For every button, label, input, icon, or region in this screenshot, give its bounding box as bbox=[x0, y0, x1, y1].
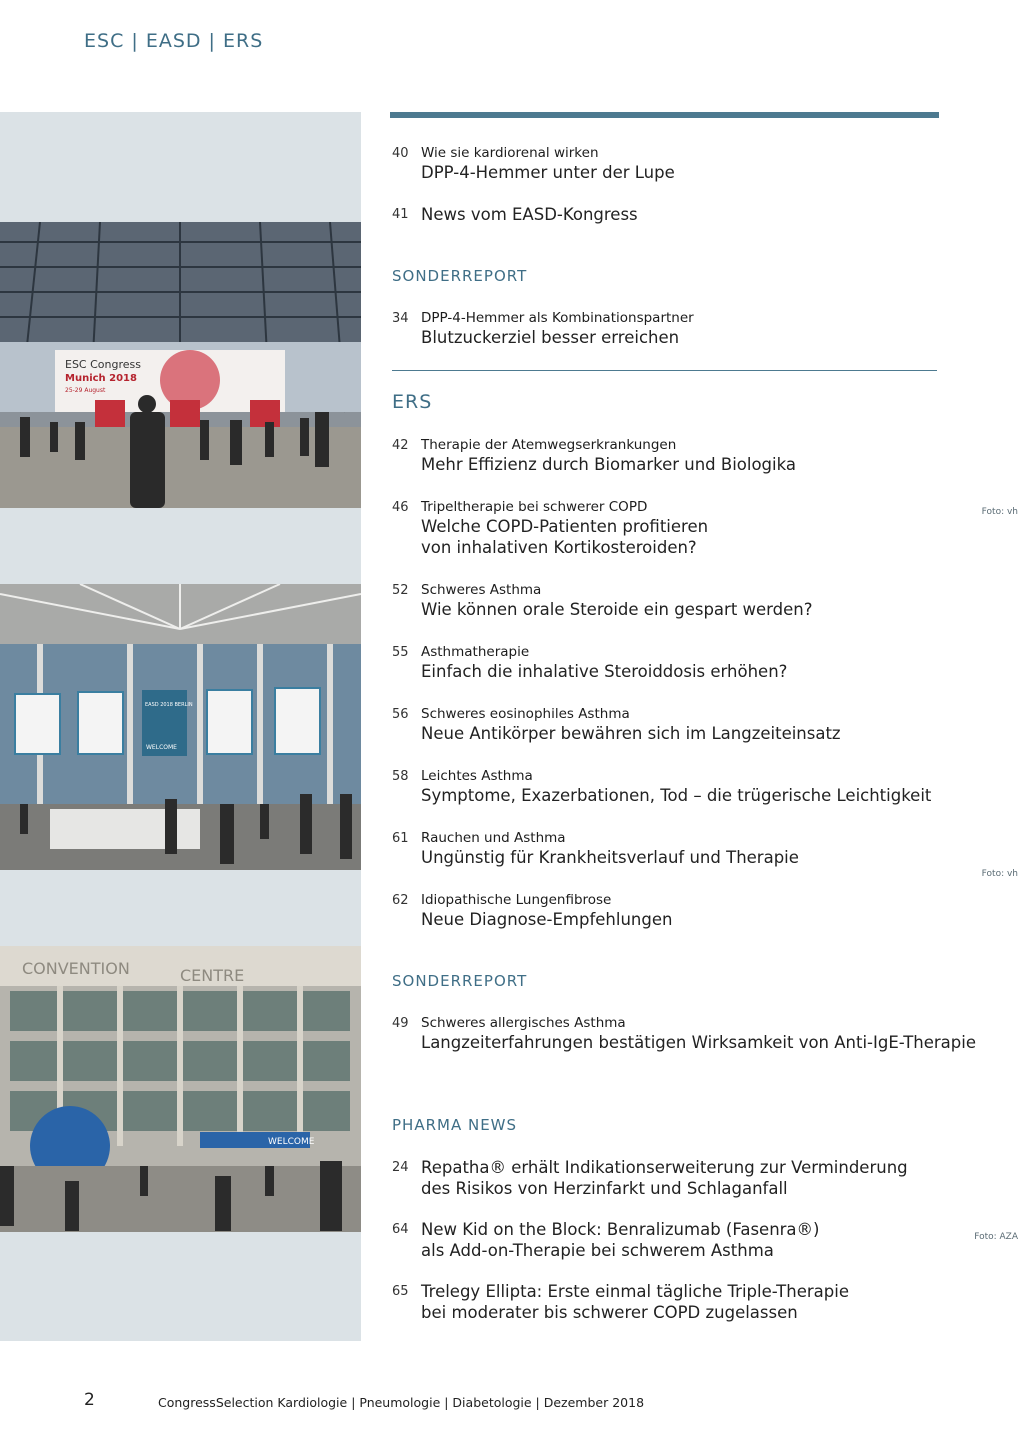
entry-title: Repatha® erhält Indikationserweiterung zur Verminderung bbox=[421, 1158, 908, 1177]
esc-congress-photo bbox=[0, 222, 361, 508]
page-number: 24 bbox=[392, 1160, 409, 1175]
section-heading-pharma-news: PHARMA NEWS bbox=[392, 1116, 518, 1134]
entry-title: Symptome, Exazerbationen, Tod – die trügerische Leichtigkeit bbox=[421, 786, 932, 805]
building-text-right: CENTRE bbox=[180, 966, 245, 985]
welcome-sign: WELCOME bbox=[268, 1137, 315, 1147]
page-number: 61 bbox=[392, 831, 409, 846]
photo-credit: Foto: AZA bbox=[974, 1232, 1018, 1242]
entry-title-line2: als Add-on-Therapie bei schwerem Asthma bbox=[421, 1241, 774, 1260]
entry-title: Ungünstig für Krankheitsverlauf und Therapie bbox=[421, 848, 799, 867]
page-number: 55 bbox=[392, 645, 409, 660]
page-number: 34 bbox=[392, 311, 409, 326]
banner-text: EASD 2018 BERLIN bbox=[145, 702, 193, 708]
section-divider bbox=[392, 370, 937, 371]
entry-title: Welche COPD-Patienten profitieren bbox=[421, 517, 709, 536]
entry-title: Blutzuckerziel besser erreichen bbox=[421, 328, 680, 347]
entry-title: Langzeiterfahrungen bestätigen Wirksamkeit von Anti-IgE-Therapie bbox=[421, 1033, 977, 1052]
entry-title: Wie können orale Steroide ein gespart werden? bbox=[421, 600, 813, 619]
footer-publication: CongressSelection Kardiologie | Pneumologie | Diabetologie | Dezember 2018 bbox=[158, 1395, 645, 1410]
section-heading-sonderreport: SONDERREPORT bbox=[392, 972, 528, 990]
top-accent-bar bbox=[390, 112, 939, 118]
header-sections: ESC | EASD | ERS bbox=[84, 30, 264, 52]
section-heading-ers: ERS bbox=[392, 391, 433, 413]
entry-kicker: Schweres allergisches Asthma bbox=[421, 1015, 626, 1031]
entry-kicker: Schweres Asthma bbox=[421, 582, 542, 598]
entry-kicker: Wie sie kardiorenal wirken bbox=[421, 145, 599, 161]
easd-hall-photo bbox=[0, 584, 361, 870]
page-number: 52 bbox=[392, 583, 409, 598]
entry-title: Mehr Effizienz durch Biomarker und Biologika bbox=[421, 455, 796, 474]
entry-title: Einfach die inhalative Steroiddosis erhöhen? bbox=[421, 662, 788, 681]
page-number: 65 bbox=[392, 1284, 409, 1299]
page-number: 40 bbox=[392, 146, 409, 161]
entry-title: News vom EASD-Kongress bbox=[421, 205, 638, 224]
page-number: 56 bbox=[392, 707, 409, 722]
welcome-text: WELCOME bbox=[146, 744, 177, 751]
page-number: 49 bbox=[392, 1016, 409, 1031]
page-number: 41 bbox=[392, 207, 409, 222]
entry-title: New Kid on the Block: Benralizumab (Fasenra®) bbox=[421, 1220, 820, 1239]
entry-kicker: Idiopathische Lungenfibrose bbox=[421, 892, 612, 908]
entry-kicker: Tripeltherapie bei schwerer COPD bbox=[421, 499, 648, 515]
page-number: 62 bbox=[392, 893, 409, 908]
entry-title: Neue Antikörper bewähren sich im Langzeiteinsatz bbox=[421, 724, 841, 743]
entry-kicker: Schweres eosinophiles Asthma bbox=[421, 706, 630, 722]
entry-title: Trelegy Ellipta: Erste einmal tägliche Triple-Therapie bbox=[421, 1282, 849, 1301]
entry-kicker: Therapie der Atemwegserkrankungen bbox=[421, 437, 677, 453]
entry-kicker: Leichtes Asthma bbox=[421, 768, 533, 784]
sign-city: Munich 2018 bbox=[65, 373, 137, 384]
entry-title: Neue Diagnose-Empfehlungen bbox=[421, 910, 673, 929]
convention-centre-photo bbox=[0, 946, 361, 1232]
page-number: 58 bbox=[392, 769, 409, 784]
entry-title-line2: bei moderater bis schwerer COPD zugelassen bbox=[421, 1303, 798, 1322]
building-text-left: CONVENTION bbox=[22, 959, 130, 978]
entry-title-line2: des Risikos von Herzinfarkt und Schlaganfall bbox=[421, 1179, 788, 1198]
sign-title: ESC Congress bbox=[65, 358, 141, 371]
page-number: 42 bbox=[392, 438, 409, 453]
photo-credit: Foto: vh bbox=[981, 869, 1018, 879]
entry-kicker: Asthmatherapie bbox=[421, 644, 530, 660]
section-heading-sonderreport: SONDERREPORT bbox=[392, 267, 528, 285]
entry-title: DPP-4-Hemmer unter der Lupe bbox=[421, 163, 675, 182]
entry-title-line2: von inhalativen Kortikosteroiden? bbox=[421, 538, 697, 557]
entry-kicker: Rauchen und Asthma bbox=[421, 830, 566, 846]
entry-kicker: DPP-4-Hemmer als Kombinationspartner bbox=[421, 310, 694, 326]
sign-date: 25-29 August bbox=[65, 387, 106, 394]
footer-page-number: 2 bbox=[84, 1390, 95, 1410]
photo-credit: Foto: vh bbox=[981, 507, 1018, 517]
page-number: 46 bbox=[392, 500, 409, 515]
page-number: 64 bbox=[392, 1222, 409, 1237]
